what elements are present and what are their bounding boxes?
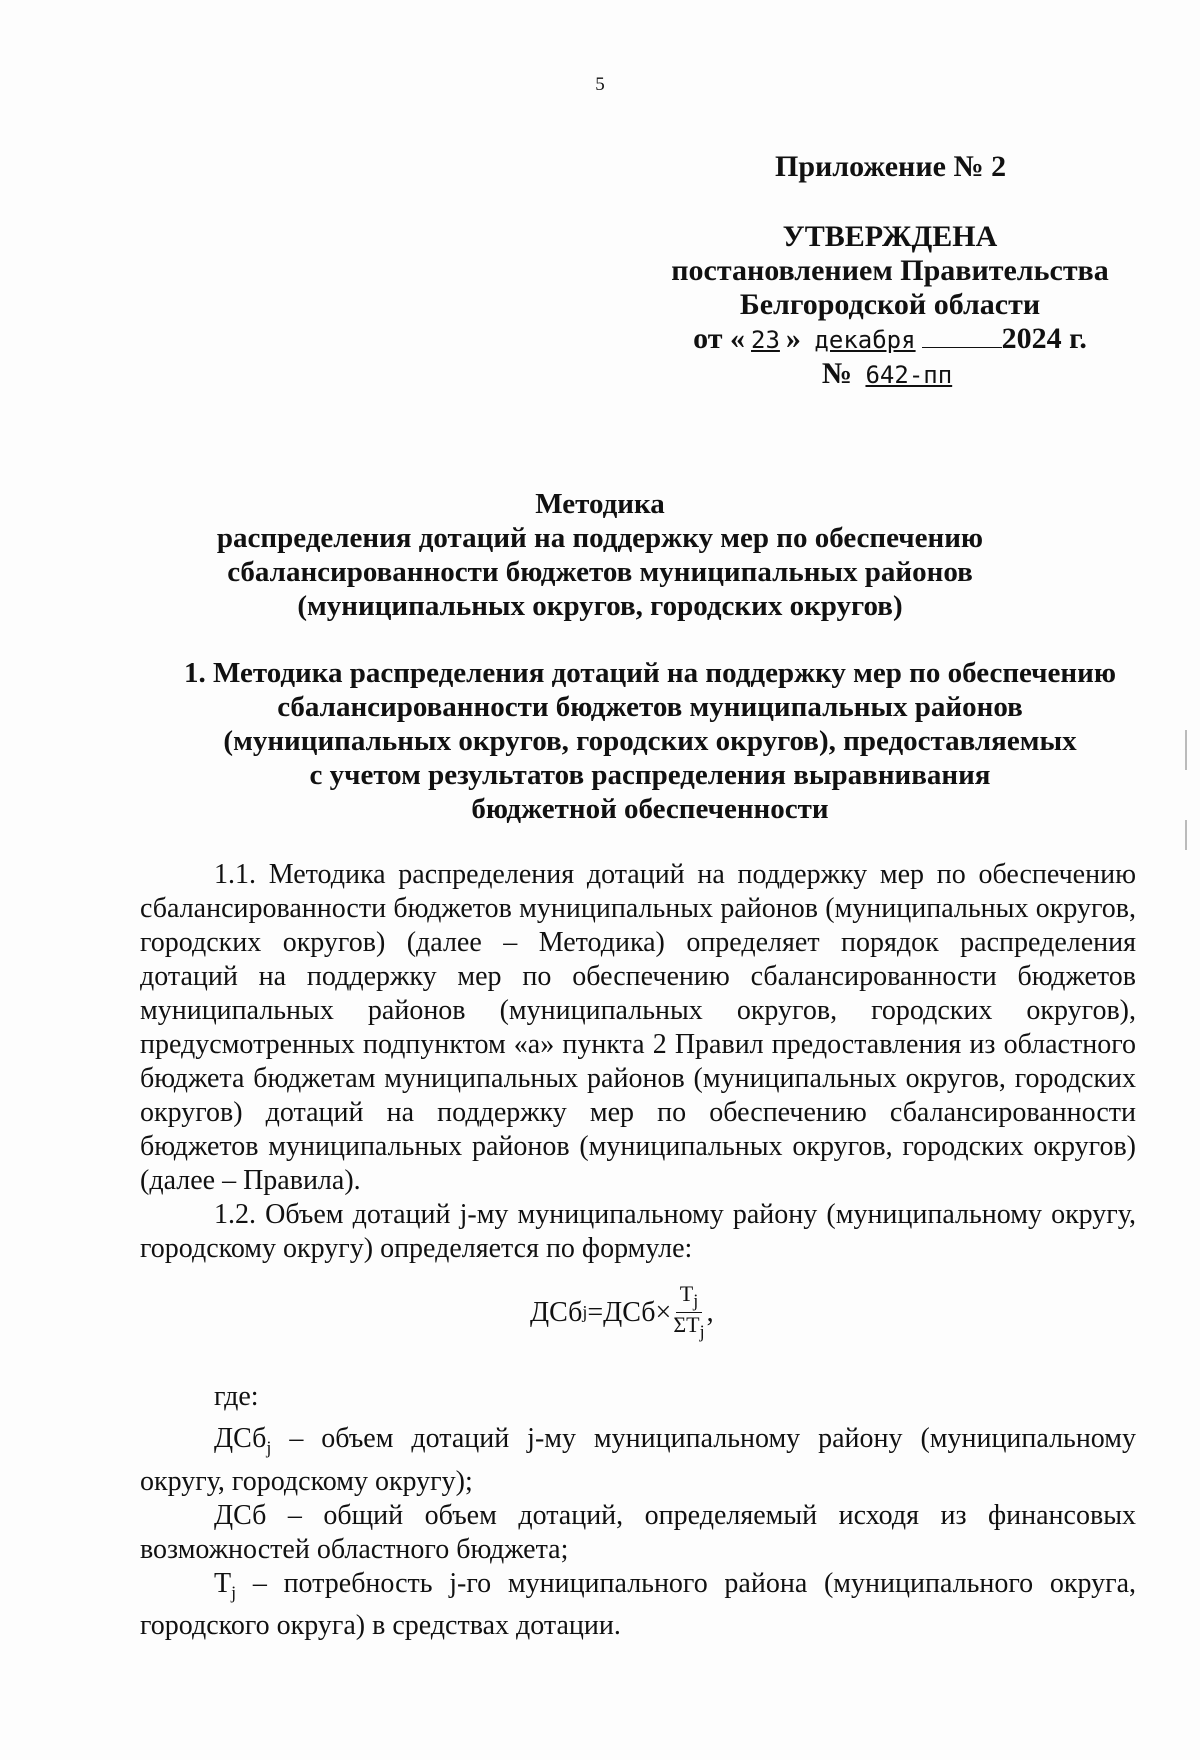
formula-eq: =ДСб× [587,1296,672,1328]
def1-symbol: ДСб [214,1423,267,1454]
section-1-heading [170,656,1130,826]
approval-block [640,220,1140,392]
numerator-symbol: T [679,1281,694,1306]
formula-numerator [676,1282,702,1313]
definition-3 [140,1567,1136,1644]
date-prefix: от « [693,322,746,355]
definitions [140,1380,1136,1643]
body-text [140,858,1136,1266]
date-day: 23 [751,326,780,354]
def3-sub: j [231,1582,237,1603]
date-blank-line [922,347,1002,348]
approved-by-line1: постановлением Правительства [671,254,1109,287]
approved-heading: УТВЕРЖДЕНА [782,220,998,253]
formula-lhs-sub: j [582,1302,588,1323]
formula-tail: , [706,1296,714,1328]
section-line1: 1. Методика распределения дотаций на поддержку мер по обеспечению [183,657,1116,689]
numerator-sub: j [693,1290,699,1311]
where-label: где: [214,1381,259,1412]
title-line2: распределения дотаций на поддержку мер по обеспечению [216,522,984,554]
scan-artifact [1185,820,1187,850]
scan-artifact [1185,730,1187,770]
def3-symbol: T [214,1567,232,1599]
document-title [150,487,1050,623]
appendix-label: Приложение № 2 [775,150,1007,183]
section-line2: сбалансированности бюджетов муниципальных районов [277,691,1023,723]
section-line5: бюджетной обеспеченности [471,793,829,825]
section-line4: с учетом результатов распределения выравнивания [309,759,991,791]
def1-text: – объем дотаций j-му муниципальному району (муниципальному округу, городскому округу); [140,1423,1136,1497]
formula [530,1282,714,1344]
section-line3: (муниципальных округов, городских округов), предоставляемых [223,725,1077,757]
date-mid: » [785,322,809,355]
paragraph-1-1: 1.1. Методика распределения дотаций на поддержку мер по обеспечению сбалансированности бюджетов муниципальных районов (муниципальных округов, городских округов) (далее – Методика) определяет порядок распределения дотаций на поддержку мер по обеспечению сбалансированности бюджетов муниципальных районов (муниципальных округов, городских округов), предусмотренных подпунктом «а» пункта 2 Правил предоставления из областного бюджета бюджетам муниципальных районов (муниципальных округов, городских округов) дотаций на поддержку мер по обеспечению сбалансированности бюджетов муниципальных районов (муниципальных округов, городских округов) (далее – Правила). [140,859,1136,1196]
denominator-sub: j [699,1321,705,1342]
approved-by-line2: Белгородской области [739,288,1041,321]
def3-text: – потребность j-го муниципального района (муниципального округа, городского округа) в средствах дотации. [140,1567,1136,1642]
number-value: 642-пп [865,361,953,389]
title-line4: (муниципальных округов, городских округов) [297,590,903,622]
formula-fraction [673,1282,704,1344]
def1-sub: j [266,1437,272,1458]
number-prefix: № [821,357,860,390]
definition-1 [140,1422,1136,1499]
date-month: декабря [814,326,916,354]
title-line1: Методика [535,488,665,520]
approval-number-line [640,357,1140,392]
formula-denominator [673,1313,704,1343]
page-number: 5 [595,74,605,95]
date-year: 2024 г. [1001,322,1087,355]
approval-date-line [640,322,1140,357]
formula-lhs: ДСб [530,1296,583,1328]
title-line3: сбалансированности бюджетов муниципальных районов [227,556,973,588]
denominator-symbol: ΣT [673,1312,700,1338]
definition-2: ДСб – общий объем дотаций, определяемый исходя из финансовых возможностей областного бюджета; [140,1499,1136,1565]
paragraph-1-2: 1.2. Объем дотаций j-му муниципальному району (муниципальному округу, городскому округу) определяется по формуле: [140,1199,1136,1264]
